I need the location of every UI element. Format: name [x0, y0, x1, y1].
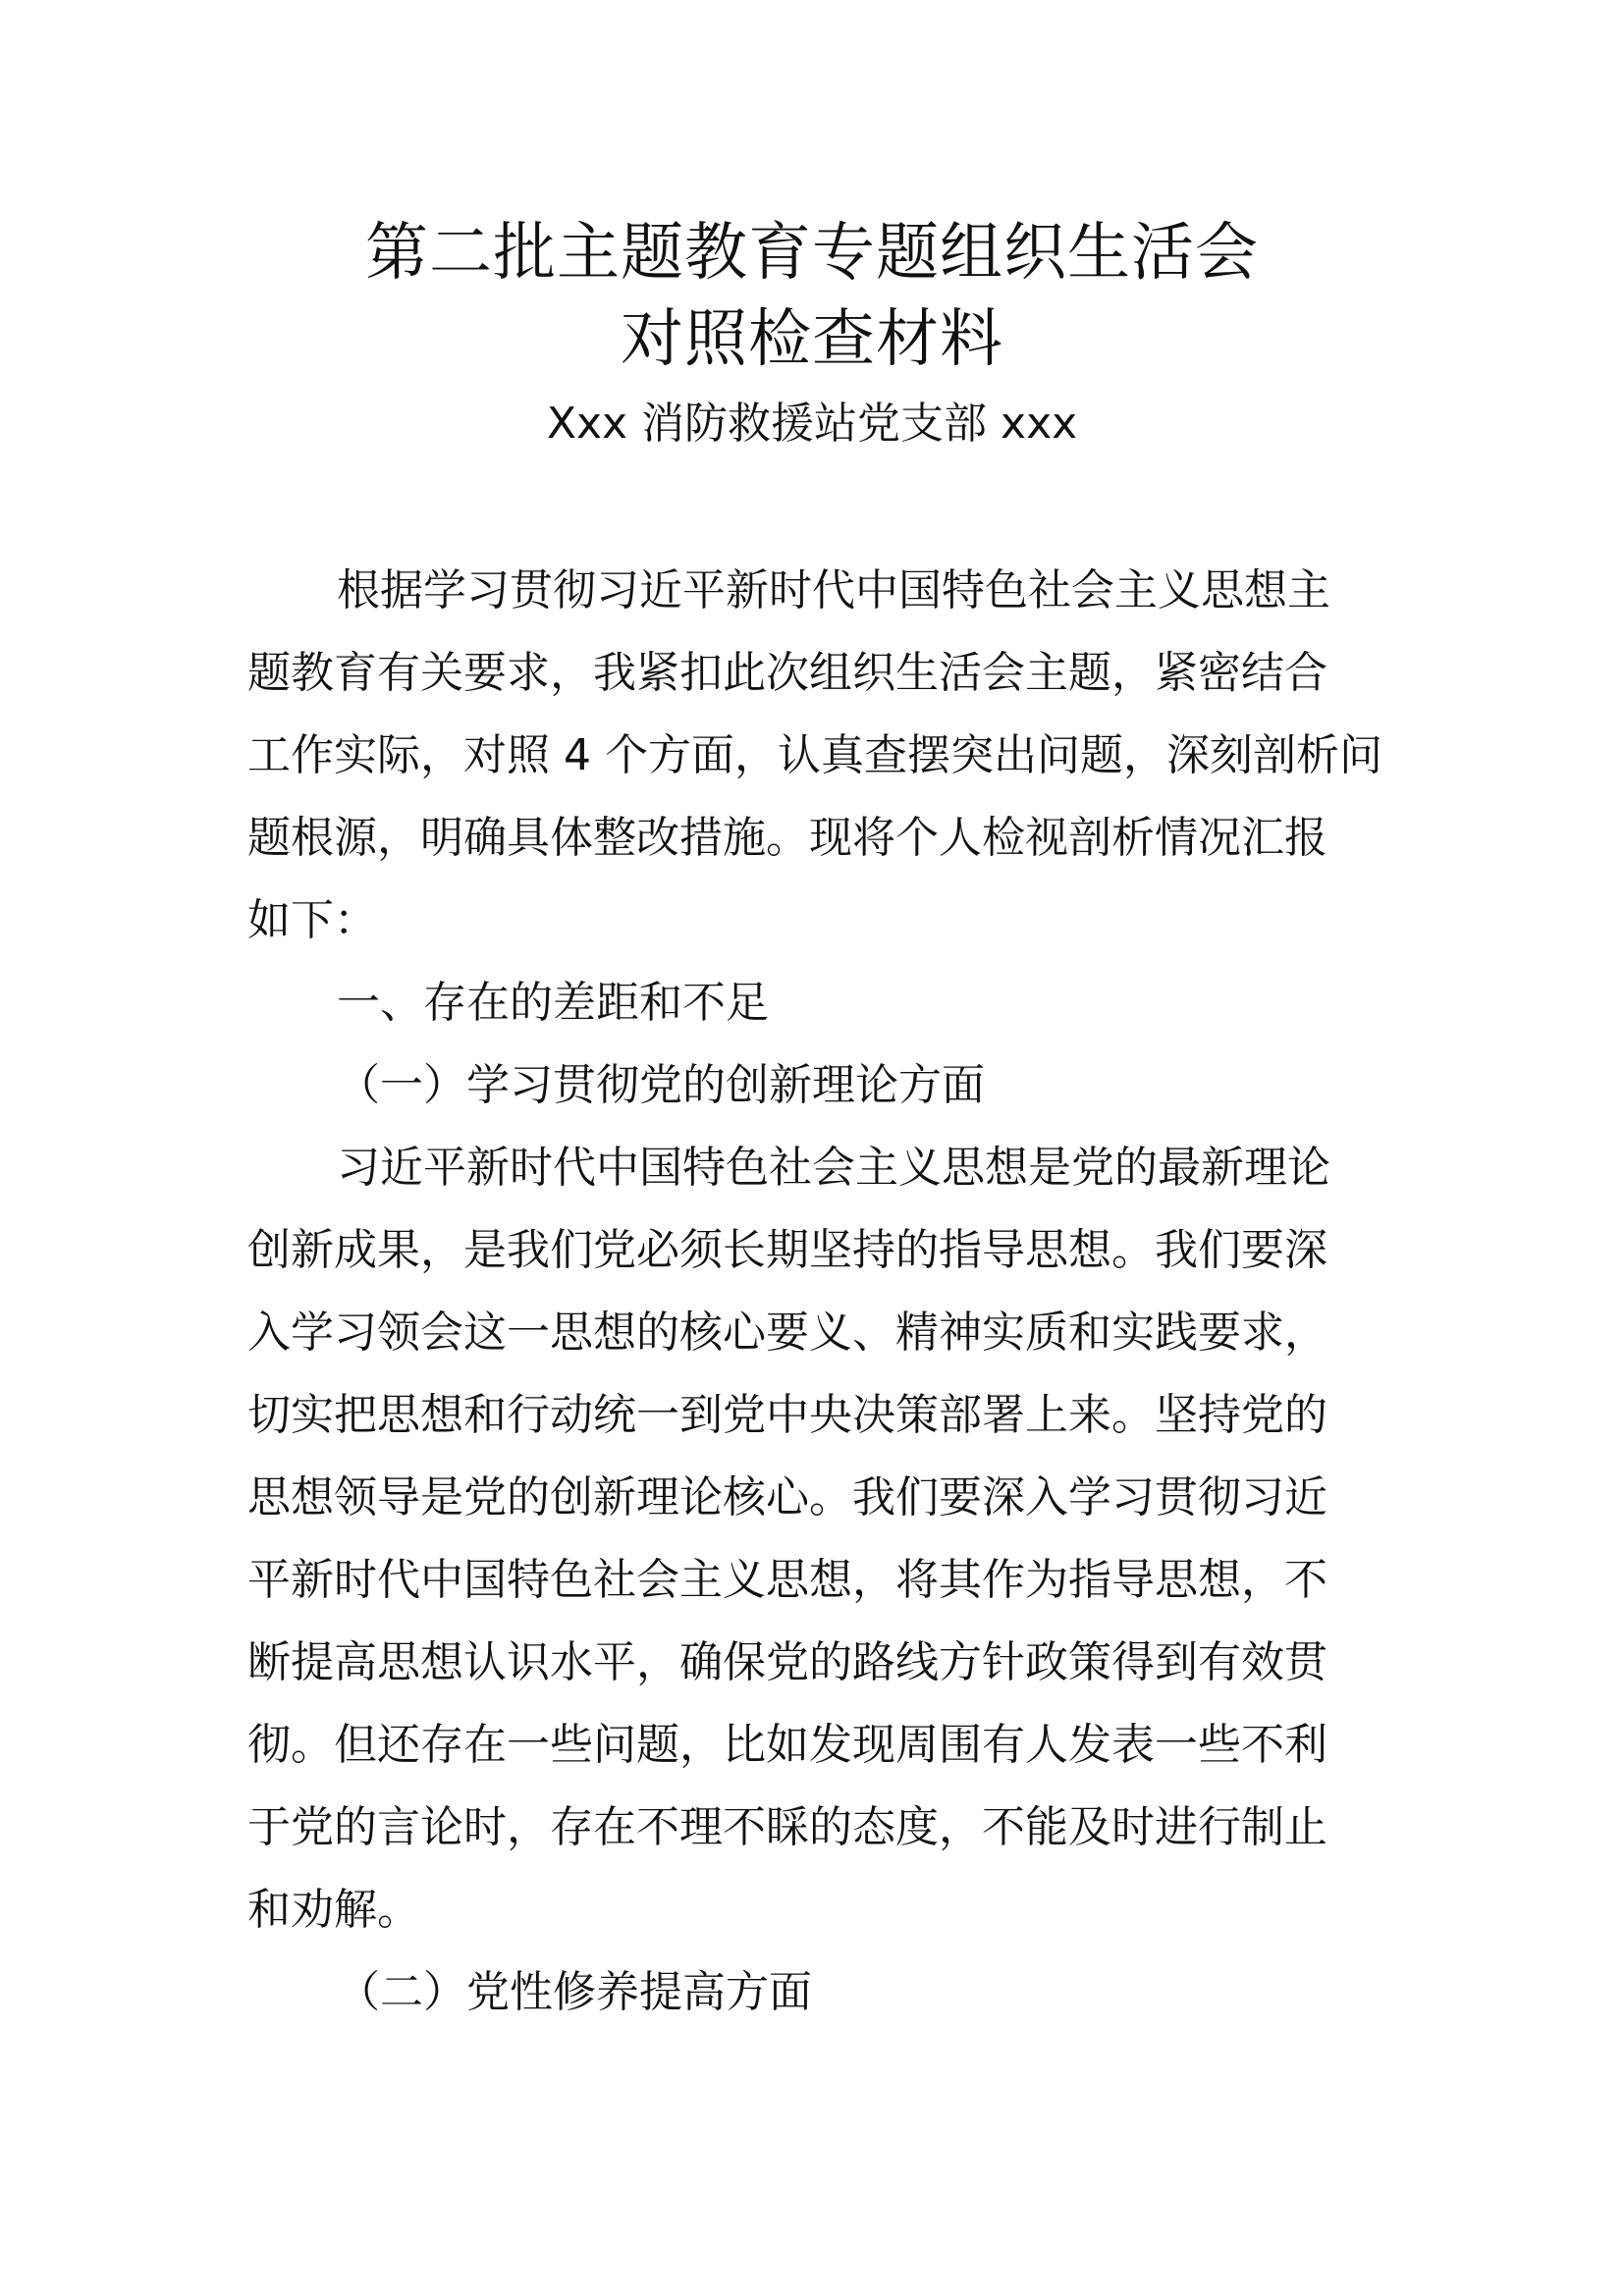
paragraph-1-line-6: 平新时代中国特色社会主义思想，将其作为指导思想，不 — [247, 1555, 1327, 1605]
section-heading-1: 一、存在的差距和不足 — [337, 978, 769, 1028]
paragraph-1-line-10: 和劝解。 — [247, 1885, 420, 1935]
intro-line-1: 根据学习贯彻习近平新时代中国特色社会主义思想主 — [337, 565, 1330, 615]
paragraph-1-line-7: 断提高思想认识水平，确保党的路线方针政策得到有效贯 — [247, 1637, 1327, 1687]
intro-line-4: 题根源，明确具体整改措施。现将个人检视剖析情况汇报 — [247, 813, 1327, 863]
paragraph-1-line-2: 创新成果，是我们党必须长期坚持的指导思想。我们要深 — [247, 1225, 1327, 1275]
intro-line-3: 工作实际，对照 4 个方面，认真查摆突出问题，深刻剖析问 — [247, 730, 1382, 780]
intro-line-5: 如下： — [247, 895, 377, 945]
paragraph-1-line-3: 入学习领会这一思想的核心要义、精神实质和实践要求， — [247, 1308, 1327, 1358]
paragraph-1-line-4: 切实把思想和行动统一到党中央决策部署上来。坚持党的 — [247, 1390, 1327, 1440]
document-author: Xxx 消防救援站党支部 xxx — [546, 399, 1078, 449]
paragraph-1-line-8: 彻。但还存在一些问题，比如发现周围有人发表一些不利 — [247, 1720, 1327, 1770]
document-title-line-2: 对照检查材料 — [621, 303, 1003, 376]
subsection-heading-1: （一）学习贯彻党的创新理论方面 — [337, 1060, 985, 1110]
paragraph-1-line-5: 思想领导是党的创新理论核心。我们要深入学习贯彻习近 — [247, 1472, 1327, 1522]
paragraph-1-line-1: 习近平新时代中国特色社会主义思想是党的最新理论 — [337, 1143, 1330, 1193]
document-title-line-1: 第二批主题教育专题组织生活会 — [365, 217, 1259, 290]
intro-line-2: 题教育有关要求，我紧扣此次组织生活会主题，紧密结合 — [247, 648, 1327, 698]
subsection-heading-2: （二）党性修养提高方面 — [337, 1967, 812, 2017]
paragraph-1-line-9: 于党的言论时，存在不理不睬的态度，不能及时进行制止 — [247, 1802, 1327, 1852]
